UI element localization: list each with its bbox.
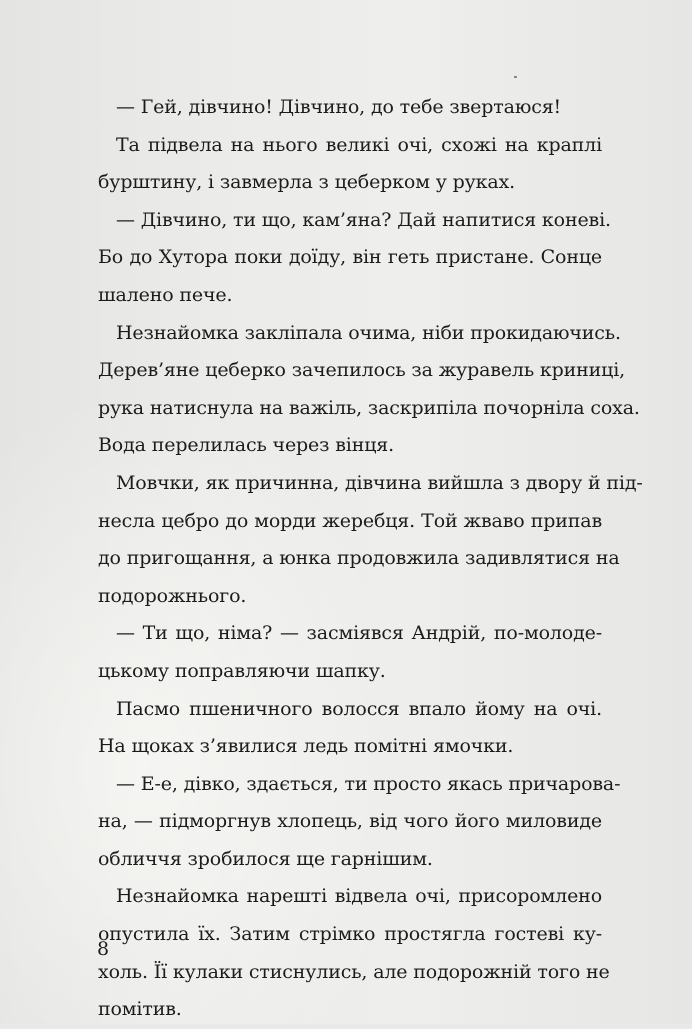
- text-line: до пригощання, а юнка продовжила задивлятися на: [98, 547, 620, 570]
- text-line: — Дівчино, ти що, кам’яна? Дай напитися коневі.: [116, 208, 611, 231]
- paragraph: [98, 691, 602, 766]
- text-line: цькому поправляючи шапку.: [98, 659, 386, 682]
- text-line: помітив.: [98, 998, 182, 1021]
- paragraph: [98, 615, 602, 690]
- text-line: — Е-е, дівко, здається, ти просто якась причарова-: [116, 772, 621, 795]
- paragraph: [98, 202, 611, 315]
- text-line: на, — підморгнув хлопець, від чого його миловиде: [98, 810, 602, 833]
- paragraph: [98, 878, 610, 1028]
- text-line: — Ти що, німа? — засміявся Андрій, по-молоде-: [116, 622, 602, 645]
- text-line: опустила їх. Затим стрімко простягла гостеві ку-: [98, 923, 602, 946]
- paragraph: [98, 315, 640, 465]
- paragraph: [98, 766, 621, 879]
- text-line: несла цебро до морди жеребця. Той жваво припав: [98, 509, 602, 532]
- body-text: [98, 89, 643, 1029]
- paragraph: [98, 89, 602, 127]
- text-line: Незнайомка нарешті відвела очі, присоромлено: [116, 885, 602, 908]
- text-line: шалено пече.: [98, 283, 233, 306]
- text-line: Вода перелилась через вінця.: [98, 434, 395, 457]
- print-speck: [514, 76, 517, 78]
- text-line: Незнайомка закліпала очима, ніби прокидаючись.: [116, 321, 621, 344]
- paragraph: [98, 465, 643, 615]
- text-line: Дерев’яне цеберко зачепилось за журавель криниці,: [98, 359, 626, 382]
- page-number: 8: [97, 938, 110, 960]
- text-line: подорожнього.: [98, 584, 247, 607]
- text-line: рука натиснула на важіль, заскрипіла почорніла соха.: [98, 396, 640, 419]
- text-line: — Гей, дівчино! Дівчино, до тебе звертаюся!: [116, 96, 562, 118]
- text-line: Та підвела на нього великі очі, схожі на краплі: [116, 133, 602, 156]
- text-line: На щоках з’явилися ледь помітні ямочки.: [98, 735, 514, 758]
- text-line: Мовчки, як причинна, дівчина вийшла з двору й під-: [116, 471, 643, 494]
- paragraph: [98, 127, 602, 202]
- text-line: бурштину, і завмерла з цеберком у руках.: [98, 171, 516, 194]
- text-line: Пасмо пшеничного волосся впало йому на очі.: [116, 697, 602, 720]
- text-line: холь. Її кулаки стиснулись, але подорожній того не: [98, 960, 610, 983]
- text-line: Бо до Хутора поки доїду, він геть пристане. Сонце: [98, 246, 602, 269]
- text-line: обличчя зробилося ще гарнішим.: [98, 847, 433, 870]
